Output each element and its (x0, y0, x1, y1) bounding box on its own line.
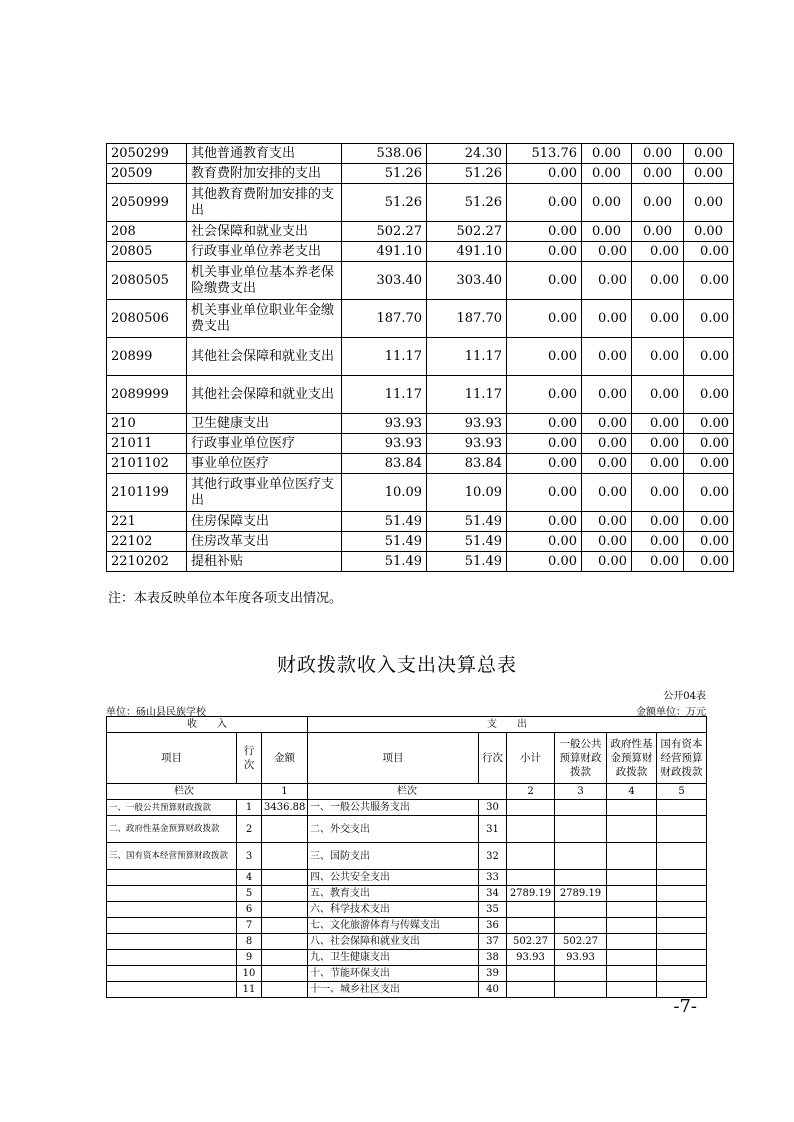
expense-general: 2789.19 (555, 886, 607, 902)
summary-row (107, 950, 707, 966)
income-line: 2 (237, 816, 262, 843)
expense-subtotal: 502.27 (507, 934, 555, 950)
col-header-item2: 项目 (308, 733, 479, 784)
expense-value: 0.00 (582, 144, 632, 164)
page-title: 财政拨款收入支出决算总表 (276, 654, 517, 676)
expense-state-capital (657, 886, 707, 902)
expense-subtotal (507, 966, 555, 982)
expense-value: 0.00 (507, 414, 582, 434)
column-index-2: 2 (507, 784, 555, 800)
expense-value: 51.26 (342, 184, 427, 222)
expense-subtotal (507, 870, 555, 886)
expense-gov-fund (607, 902, 657, 918)
expense-name: 其他普通教育支出 (187, 144, 342, 164)
expense-code: 20899 (107, 338, 187, 376)
income-item (107, 902, 237, 918)
expense-row (107, 454, 734, 474)
expense-value: 0.00 (632, 376, 684, 414)
expense-general (555, 918, 607, 934)
summary-row (107, 918, 707, 934)
expense-general (555, 800, 607, 816)
page-number: -7- (673, 996, 697, 1017)
expense-code: 2089999 (107, 376, 187, 414)
income-line: 6 (237, 902, 262, 918)
expense-value: 0.00 (632, 144, 684, 164)
expense-value: 51.49 (427, 552, 507, 572)
income-line: 1 (237, 800, 262, 816)
summary-column-header-row (107, 733, 707, 784)
expense-value: 0.00 (684, 338, 734, 376)
expense-subtotal (507, 816, 555, 843)
col-header-item: 项目 (107, 733, 237, 784)
expense-line: 36 (479, 918, 507, 934)
expense-item: 十、节能环保支出 (308, 966, 479, 982)
expense-line: 38 (479, 950, 507, 966)
expense-value: 0.00 (684, 300, 734, 338)
expense-state-capital (657, 950, 707, 966)
expense-value: 10.09 (427, 474, 507, 512)
expense-code: 2080505 (107, 262, 187, 300)
expense-state-capital (657, 816, 707, 843)
col-header-general: 一般公共预算财政拨款 (555, 733, 607, 784)
expense-value: 0.00 (507, 474, 582, 512)
expense-code: 221 (107, 512, 187, 532)
expense-value: 0.00 (507, 300, 582, 338)
form-code: 公开04表 (663, 691, 706, 702)
expense-name: 其他社会保障和就业支出 (187, 338, 342, 376)
income-item (107, 870, 237, 886)
summary-row (107, 800, 707, 816)
expense-value: 0.00 (632, 414, 684, 434)
expense-value: 0.00 (684, 164, 734, 184)
expense-code: 20509 (107, 164, 187, 184)
expense-subtotal (507, 918, 555, 934)
expense-value: 538.06 (342, 144, 427, 164)
expense-value: 0.00 (632, 184, 684, 222)
expense-value: 0.00 (632, 454, 684, 474)
expense-name: 机关事业单位基本养老保险缴费支出 (187, 262, 342, 300)
expense-value: 0.00 (632, 532, 684, 552)
expense-state-capital (657, 870, 707, 886)
expense-value: 93.93 (427, 434, 507, 454)
expense-general (555, 816, 607, 843)
expense-value: 0.00 (684, 434, 734, 454)
expense-value: 0.00 (632, 338, 684, 376)
expense-state-capital (657, 800, 707, 816)
expense-row (107, 552, 734, 572)
expense-state-capital (657, 934, 707, 950)
expense-value: 51.26 (342, 164, 427, 184)
expense-row (107, 434, 734, 454)
summary-row (107, 870, 707, 886)
expense-name: 教育费附加安排的支出 (187, 164, 342, 184)
expense-value: 0.00 (507, 222, 582, 242)
expense-value: 10.09 (342, 474, 427, 512)
expense-value: 0.00 (684, 474, 734, 512)
expense-code: 2050999 (107, 184, 187, 222)
expense-row (107, 300, 734, 338)
expense-item: 六、科学技术支出 (308, 902, 479, 918)
expense-name: 其他社会保障和就业支出 (187, 376, 342, 414)
income-item (107, 934, 237, 950)
expense-subtotal (507, 902, 555, 918)
expense-value: 502.27 (427, 222, 507, 242)
expense-code: 208 (107, 222, 187, 242)
expense-general: 93.93 (555, 950, 607, 966)
expense-line: 32 (479, 843, 507, 870)
column-index-3: 3 (555, 784, 607, 800)
expense-value: 0.00 (507, 184, 582, 222)
expense-code: 22102 (107, 532, 187, 552)
income-amount (262, 886, 308, 902)
expense-line: 34 (479, 886, 507, 902)
expense-row (107, 184, 734, 222)
col-header-gov-fund: 政府性基金预算财政拨款 (607, 733, 657, 784)
expense-subtotal (507, 982, 555, 998)
expense-value: 0.00 (684, 454, 734, 474)
expense-name: 行政事业单位养老支出 (187, 242, 342, 262)
expense-value: 0.00 (582, 338, 632, 376)
expense-line: 39 (479, 966, 507, 982)
expense-value: 303.40 (427, 262, 507, 300)
expense-value: 51.49 (342, 552, 427, 572)
expense-detail-table (106, 143, 734, 572)
expense-value: 0.00 (582, 300, 632, 338)
col-header-state-capital: 国有资本经营预算财政拨款 (657, 733, 707, 784)
expense-item: 八、社会保障和就业支出 (308, 934, 479, 950)
expense-value: 0.00 (582, 262, 632, 300)
expense-name: 提租补贴 (187, 552, 342, 572)
expense-state-capital (657, 966, 707, 982)
income-line: 8 (237, 934, 262, 950)
income-amount (262, 934, 308, 950)
expense-gov-fund (607, 886, 657, 902)
expense-gov-fund (607, 870, 657, 886)
expense-value: 0.00 (582, 164, 632, 184)
income-line: 10 (237, 966, 262, 982)
expense-value: 0.00 (632, 222, 684, 242)
money-unit-label: 金额单位：万元 (636, 707, 706, 718)
summary-row (107, 886, 707, 902)
expense-value: 0.00 (684, 144, 734, 164)
expense-value: 0.00 (632, 300, 684, 338)
expense-general: 502.27 (555, 934, 607, 950)
expense-value: 0.00 (582, 474, 632, 512)
expense-value: 0.00 (582, 242, 632, 262)
income-item (107, 982, 237, 998)
expense-value: 502.27 (342, 222, 427, 242)
expense-value: 0.00 (632, 552, 684, 572)
expense-gov-fund (607, 982, 657, 998)
expense-value: 0.00 (582, 222, 632, 242)
expense-name: 其他教育费附加安排的支出 (187, 184, 342, 222)
expense-value: 0.00 (582, 532, 632, 552)
expense-row (107, 414, 734, 434)
expense-value: 93.93 (342, 414, 427, 434)
income-line: 5 (237, 886, 262, 902)
col-header-line2: 行次 (479, 733, 507, 784)
expense-line: 37 (479, 934, 507, 950)
expense-subtotal: 2789.19 (507, 886, 555, 902)
expense-value: 0.00 (684, 376, 734, 414)
expense-value: 0.00 (684, 184, 734, 222)
expense-value: 93.93 (427, 414, 507, 434)
table-note: 注：本表反映单位本年度各项支出情况。 (108, 591, 343, 606)
expense-name: 行政事业单位医疗 (187, 434, 342, 454)
summary-row (107, 816, 707, 843)
expense-value: 0.00 (507, 532, 582, 552)
expense-value: 187.70 (342, 300, 427, 338)
expense-value: 0.00 (582, 376, 632, 414)
expense-name: 其他行政事业单位医疗支出 (187, 474, 342, 512)
income-item (107, 950, 237, 966)
expense-row (107, 474, 734, 512)
expense-code: 21011 (107, 434, 187, 454)
col-header-line: 行次 (237, 733, 262, 784)
expense-value: 0.00 (507, 434, 582, 454)
income-item: 二、政府性基金预算财政拨款 (107, 816, 237, 843)
expense-code: 2101102 (107, 454, 187, 474)
column-index-5: 5 (657, 784, 707, 800)
income-amount (262, 950, 308, 966)
income-item: 一、一般公共预算财政拨款 (107, 800, 237, 816)
income-amount (262, 918, 308, 934)
expense-code: 210 (107, 414, 187, 434)
expense-value: 0.00 (582, 184, 632, 222)
expense-subtotal: 93.93 (507, 950, 555, 966)
expense-value: 0.00 (507, 512, 582, 532)
expense-value: 11.17 (342, 376, 427, 414)
expense-value: 513.76 (507, 144, 582, 164)
expense-row (107, 532, 734, 552)
summary-row (107, 934, 707, 950)
expense-general (555, 870, 607, 886)
expense-value: 0.00 (632, 242, 684, 262)
expense-header: 支 出 (308, 717, 707, 733)
summary-row (107, 902, 707, 918)
expense-general (555, 843, 607, 870)
expense-code: 2080506 (107, 300, 187, 338)
column-index-label2: 栏次 (308, 784, 507, 800)
expense-value: 0.00 (684, 242, 734, 262)
expense-row (107, 144, 734, 164)
expense-gov-fund (607, 816, 657, 843)
expense-row (107, 338, 734, 376)
expense-value: 0.00 (632, 474, 684, 512)
column-index-4: 4 (607, 784, 657, 800)
expense-item: 五、教育支出 (308, 886, 479, 902)
expense-value: 0.00 (507, 376, 582, 414)
expense-row (107, 262, 734, 300)
column-index-label: 栏次 (107, 784, 262, 800)
unit-label: 单位：砀山县民族学校 (106, 707, 206, 718)
expense-value: 491.10 (427, 242, 507, 262)
summary-header-row (107, 717, 707, 733)
expense-subtotal (507, 800, 555, 816)
income-line: 9 (237, 950, 262, 966)
column-index-1: 1 (262, 784, 308, 800)
income-amount (262, 982, 308, 998)
expense-value: 0.00 (684, 512, 734, 532)
expense-gov-fund (607, 918, 657, 934)
expense-gov-fund (607, 843, 657, 870)
expense-general (555, 902, 607, 918)
expense-value: 0.00 (507, 552, 582, 572)
expense-value: 51.49 (427, 512, 507, 532)
expense-value: 0.00 (582, 552, 632, 572)
income-amount (262, 870, 308, 886)
expense-value: 0.00 (632, 512, 684, 532)
col-header-amount: 金额 (262, 733, 308, 784)
expense-name: 住房改革支出 (187, 532, 342, 552)
expense-code: 20805 (107, 242, 187, 262)
expense-value: 0.00 (684, 262, 734, 300)
expense-value: 0.00 (684, 552, 734, 572)
expense-value: 93.93 (342, 434, 427, 454)
column-index-row (107, 784, 707, 800)
summary-row (107, 966, 707, 982)
expense-value: 0.00 (582, 512, 632, 532)
expense-value: 0.00 (632, 262, 684, 300)
expense-general (555, 982, 607, 998)
expense-value: 83.84 (342, 454, 427, 474)
expense-value: 0.00 (507, 338, 582, 376)
expense-value: 0.00 (684, 414, 734, 434)
expense-line: 35 (479, 902, 507, 918)
expense-value: 51.49 (342, 532, 427, 552)
expense-gov-fund (607, 950, 657, 966)
summary-row (107, 843, 707, 870)
expense-value: 51.49 (342, 512, 427, 532)
expense-value: 0.00 (684, 222, 734, 242)
expense-line: 40 (479, 982, 507, 998)
summary-row (107, 982, 707, 998)
expense-value: 0.00 (507, 164, 582, 184)
income-amount: 3436.88 (262, 800, 308, 816)
expense-gov-fund (607, 966, 657, 982)
income-line: 7 (237, 918, 262, 934)
expense-value: 51.49 (427, 532, 507, 552)
income-item (107, 966, 237, 982)
income-line: 3 (237, 843, 262, 870)
income-item (107, 918, 237, 934)
expense-gov-fund (607, 934, 657, 950)
income-amount (262, 816, 308, 843)
income-amount (262, 966, 308, 982)
expense-code: 2210202 (107, 552, 187, 572)
expense-row (107, 164, 734, 184)
income-item (107, 886, 237, 902)
expense-value: 11.17 (342, 338, 427, 376)
expense-value: 24.30 (427, 144, 507, 164)
expense-value: 0.00 (684, 532, 734, 552)
expense-value: 0.00 (632, 164, 684, 184)
expense-item: 七、文化旅游体育与传媒支出 (308, 918, 479, 934)
income-item: 三、国有资本经营预算财政拨款 (107, 843, 237, 870)
expense-state-capital (657, 843, 707, 870)
expense-item: 十一、城乡社区支出 (308, 982, 479, 998)
expense-state-capital (657, 918, 707, 934)
expense-value: 0.00 (582, 454, 632, 474)
income-amount (262, 843, 308, 870)
income-line: 11 (237, 982, 262, 998)
expense-line: 30 (479, 800, 507, 816)
expense-name: 事业单位医疗 (187, 454, 342, 474)
expense-line: 31 (479, 816, 507, 843)
expense-code: 2050299 (107, 144, 187, 164)
expense-value: 187.70 (427, 300, 507, 338)
expense-value: 0.00 (507, 242, 582, 262)
expense-line: 33 (479, 870, 507, 886)
expense-name: 机关事业单位职业年金缴费支出 (187, 300, 342, 338)
expense-value: 303.40 (342, 262, 427, 300)
expense-row (107, 512, 734, 532)
expense-general (555, 966, 607, 982)
expense-code: 2101199 (107, 474, 187, 512)
expense-value: 491.10 (342, 242, 427, 262)
expense-name: 社会保障和就业支出 (187, 222, 342, 242)
expense-subtotal (507, 843, 555, 870)
expense-name: 卫生健康支出 (187, 414, 342, 434)
expense-value: 51.26 (427, 164, 507, 184)
expense-item: 一、一般公共服务支出 (308, 800, 479, 816)
income-line: 4 (237, 870, 262, 886)
expense-item: 四、公共安全支出 (308, 870, 479, 886)
col-header-subtotal: 小计 (507, 733, 555, 784)
expense-value: 11.17 (427, 376, 507, 414)
income-header: 收 入 (107, 717, 308, 733)
expense-value: 0.00 (582, 414, 632, 434)
expense-row (107, 376, 734, 414)
expense-value: 51.26 (427, 184, 507, 222)
expense-item: 九、卫生健康支出 (308, 950, 479, 966)
expense-item: 三、国防支出 (308, 843, 479, 870)
expense-row (107, 242, 734, 262)
expense-value: 11.17 (427, 338, 507, 376)
summary-table (106, 716, 707, 998)
expense-value: 0.00 (507, 262, 582, 300)
expense-name: 住房保障支出 (187, 512, 342, 532)
expense-gov-fund (607, 800, 657, 816)
expense-value: 0.00 (507, 454, 582, 474)
expense-state-capital (657, 902, 707, 918)
expense-row (107, 222, 734, 242)
income-amount (262, 902, 308, 918)
expense-value: 83.84 (427, 454, 507, 474)
expense-value: 0.00 (582, 434, 632, 454)
expense-value: 0.00 (632, 434, 684, 454)
expense-item: 二、外交支出 (308, 816, 479, 843)
